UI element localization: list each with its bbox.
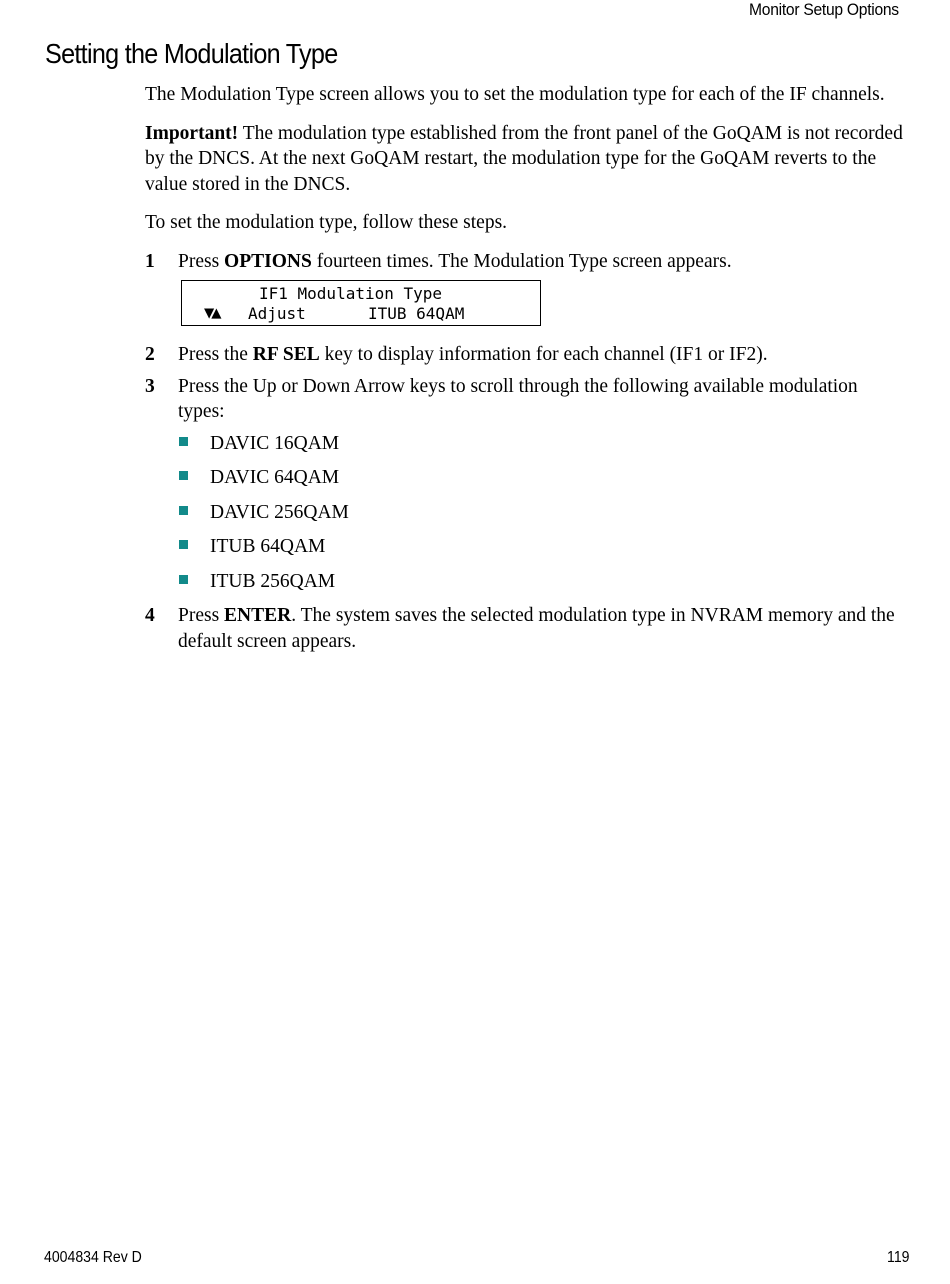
step-text: . The system saves the selected modulation type in NVRAM memory and the default screen appears. [178, 605, 895, 652]
step-text: key to display information for each channel (IF1 or IF2). [319, 344, 768, 365]
bullet-square-icon [179, 540, 188, 549]
doc-number: 4004834 Rev D [44, 1249, 142, 1266]
lcd-adjust: Adjust [248, 304, 306, 323]
intro-paragraph: The Modulation Type screen allows you to set the modulation type for each of the IF channels. [145, 84, 885, 105]
lcd-display [181, 280, 541, 326]
step-text: Press [178, 605, 225, 626]
steps-intro: To set the modulation type, follow these steps. [145, 212, 508, 233]
bullet-square-icon [179, 471, 188, 480]
step-key: OPTIONS [224, 250, 312, 272]
step-text: Press [178, 250, 225, 272]
step-number: 3 [145, 375, 155, 397]
list-item: ITUB 64QAM [177, 534, 905, 560]
bullet-square-icon [179, 506, 188, 515]
important-note [145, 121, 905, 198]
step-number: 4 [145, 605, 155, 626]
step-number: 1 [145, 250, 155, 272]
important-label: Important! [145, 122, 239, 144]
list-item: ITUB 256QAM [177, 569, 905, 595]
modulation-type-list [145, 431, 905, 595]
step-key: ENTER [224, 605, 292, 626]
list-item: DAVIC 256QAM [177, 500, 905, 526]
important-text: The modulation type established from the front panel of the GoQAM is not recorded by the DNCS. At the next GoQAM restart, the modulation type for the GoQAM reverts to the value stored in the DNCS. [145, 122, 903, 195]
page-number: 119 [887, 1249, 910, 1266]
step-text: Press the Up or Down Arrow keys to scroll through the following available modulation types: [178, 375, 858, 422]
bullet-square-icon [179, 575, 188, 584]
step-4 [145, 603, 905, 654]
step-2 [145, 342, 905, 368]
step-1 [145, 249, 905, 275]
list-item: DAVIC 16QAM [177, 431, 905, 457]
up-down-arrows-icon: ▼▲ [204, 303, 219, 323]
running-header: Monitor Setup Options [749, 0, 899, 19]
lcd-value: ITUB 64QAM [368, 304, 465, 323]
step-3 [145, 374, 905, 425]
list-item: DAVIC 64QAM [177, 465, 905, 491]
step-number: 2 [145, 344, 155, 365]
step-key: RF SEL [252, 344, 320, 365]
step-text: Press the [178, 344, 253, 365]
page-title: Setting the Modulation Type [45, 38, 338, 69]
step-text: fourteen times. The Modulation Type screen appears. [311, 250, 732, 272]
lcd-line1: IF1 Modulation Type [259, 284, 443, 303]
body-content [145, 82, 905, 660]
bullet-square-icon [179, 437, 188, 446]
